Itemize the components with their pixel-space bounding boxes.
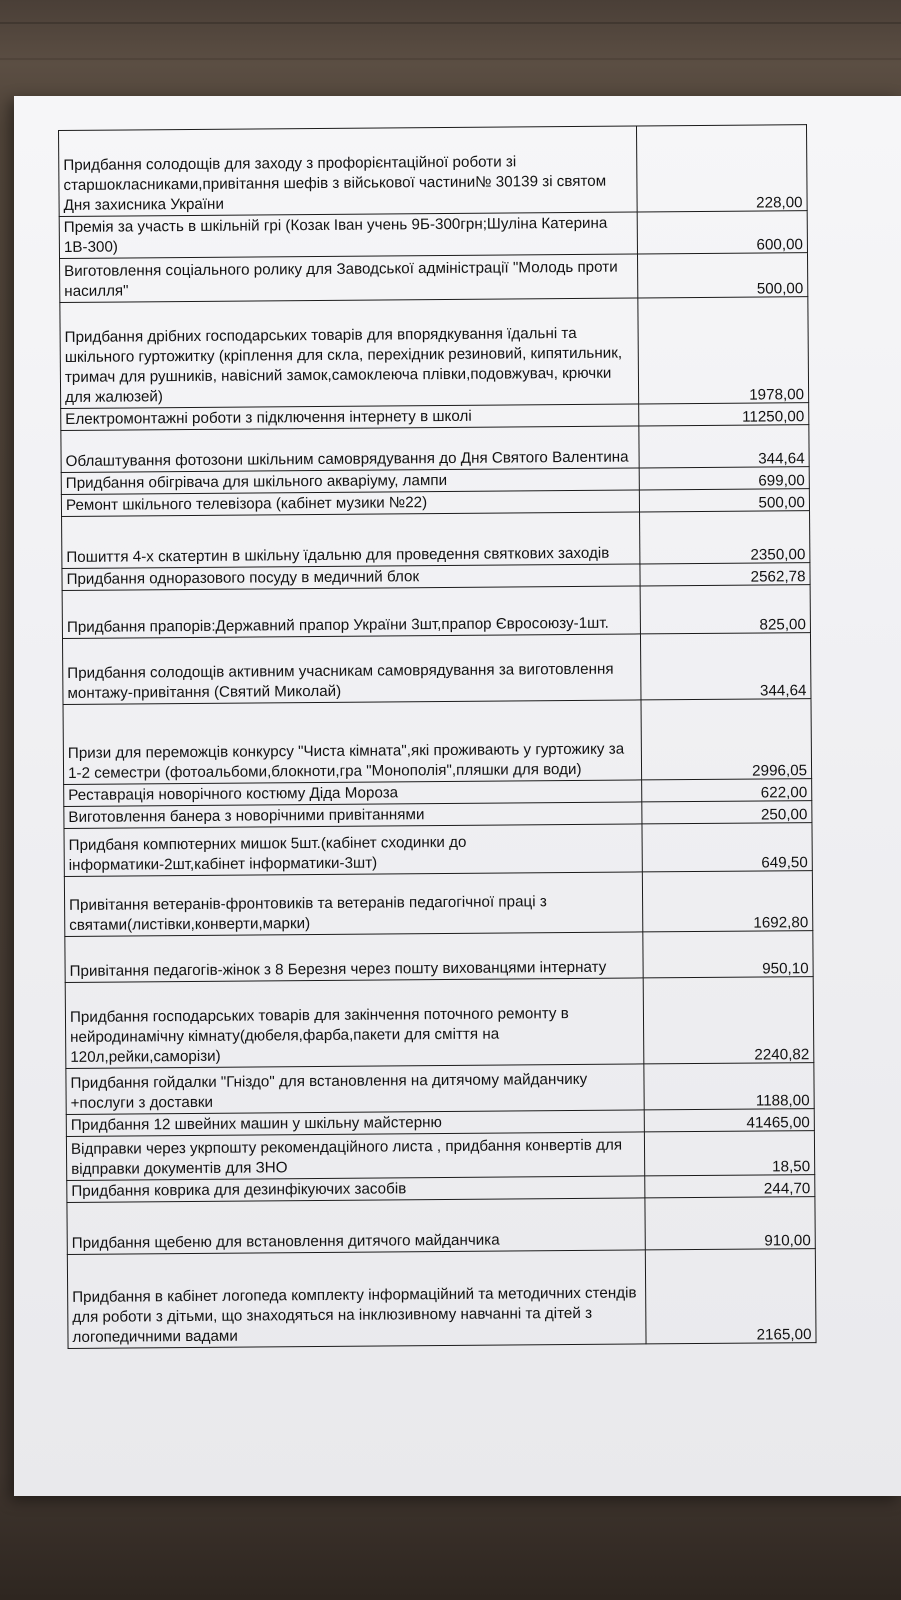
expense-description: Електромонтажні роботи з підключення інтернету в школі <box>61 404 639 431</box>
expense-amount: 1692,80 <box>642 871 812 932</box>
table-row <box>62 511 810 569</box>
expense-amount: 11250,00 <box>639 403 809 426</box>
expense-amount: 250,00 <box>642 801 812 824</box>
table-row <box>63 699 812 785</box>
expense-description: Привітання педагогів-жінок з 8 Березня через пошту вихованцями інтернату <box>65 932 643 983</box>
expense-amount: 622,00 <box>642 779 812 802</box>
expense-amount: 344,64 <box>639 425 809 468</box>
table-row <box>60 253 808 303</box>
expense-description: Придбання господарських товарів для закінчення поточного ремонту в нейродинамічну кімнату(дюбеля,фарба,пакети для сміття на 120л,рейки,саморізи) <box>65 978 644 1069</box>
expense-description: Облаштування фотозони шкільним самоврядування до Дня Святого Валентина <box>61 426 639 473</box>
expense-amount: 600,00 <box>637 211 807 254</box>
table-row <box>59 211 807 259</box>
expense-amount: 2350,00 <box>640 511 810 564</box>
expense-description: Ремонт шкільного телевізора (кабінет музики №22) <box>61 490 639 517</box>
expense-table <box>58 124 817 1349</box>
expense-amount: 18,50 <box>644 1131 814 1176</box>
expense-amount: 2996,05 <box>641 699 812 780</box>
expense-description: Придбання прапорів:Державний прапор України 3шт,прапор Євросоюзу-1шт. <box>62 586 640 639</box>
expense-description: Пошиття 4-х скатертин в шкільну їдальню для проведення святкових заходів <box>62 512 640 569</box>
expense-amount: 228,00 <box>636 125 807 212</box>
expense-description: Придбання щебеню для встановлення дитячого майданчика <box>67 1198 645 1255</box>
table-row <box>64 871 812 937</box>
table-row <box>62 633 810 705</box>
expense-description: Призи для переможців конкурсу "Чиста кімната",які проживають у гуртожику за 1-2 семестри (фотоальбоми,блокноти,гра "Монополія",пляшки для води) <box>63 700 642 785</box>
expense-amount: 699,00 <box>639 467 809 490</box>
expense-description: Реставрація новорічного костюму Діда Мороза <box>64 780 642 807</box>
expense-amount: 41465,00 <box>644 1109 814 1132</box>
expense-amount: 2240,82 <box>643 977 814 1064</box>
table-row <box>60 297 809 409</box>
expense-description: Придбання обігрівача для шкільного акваріуму, лампи <box>61 468 639 495</box>
expense-amount: 1188,00 <box>644 1063 814 1110</box>
expense-description: Відправки через укрпошту рекомендаційного листа , придбання конвертів для відправки документів для ЗНО <box>66 1132 644 1181</box>
expense-amount: 244,70 <box>645 1175 815 1198</box>
table-row <box>67 1197 815 1255</box>
table-row <box>67 1249 816 1349</box>
expense-amount: 500,00 <box>637 253 807 298</box>
expense-description: Придбаня компютерних мишок 5шт.(кабінет сходинки до інформатики-2шт,кабінет інформатики-3шт) <box>64 824 642 877</box>
expense-amount: 649,50 <box>642 823 812 872</box>
expense-amount: 500,00 <box>639 489 809 512</box>
table-row <box>62 585 810 639</box>
expense-description: Придбання дрібних господарських товарів для впорядкування їдальні та шкільного гуртожитку (кріплення для скла, перехідник резиновий, кипятильник, тримач для рушників, навісний замок,самоклеюча плівки,подовжувач, крючки для жалюзей) <box>60 298 639 409</box>
table-row <box>65 931 813 983</box>
expense-description: Привітання ветеранів-фронтовиків та ветеранів педагогічної праці з святами(листівки,конверти,марки) <box>64 872 642 937</box>
table-row <box>66 1063 814 1115</box>
table-row <box>59 125 808 217</box>
expense-description: Придбання солодощів для заходу з профорієнтаційної роботи зі старшокласниками,привітання шефів з військової частини№ 30139 зі святом Дня захисника України <box>59 126 638 217</box>
expense-description: Придбання 12 швейних машин у шкільну майстерню <box>66 1110 644 1137</box>
expense-amount: 2165,00 <box>645 1249 816 1344</box>
expense-amount: 1978,00 <box>638 297 809 404</box>
table-row <box>61 425 809 473</box>
expense-description: Премія за участь в шкільній грі (Козак Іван учень 9Б-300грн;Шуліна Катерина 1В-300) <box>59 212 637 259</box>
expense-description: Придбання в кабінет логопеда комплекту інформаційний та методичних стендів для роботи з дітьми, що знаходяться на інклюзивному навчанні та дітей з логопедичними вадами <box>67 1250 646 1349</box>
expense-amount: 344,64 <box>640 633 811 700</box>
expense-amount: 2562,78 <box>640 563 810 586</box>
expense-description: Придбання коврика для дезинфікуючих засобів <box>67 1176 645 1203</box>
expense-amount: 825,00 <box>640 585 810 634</box>
expense-description: Придбання солодощів активним учасникам самоврядування за виготовлення монтажу-привітання (Святий Миколай) <box>62 634 641 705</box>
paper-sheet <box>14 96 901 1496</box>
table-row <box>66 1131 814 1181</box>
expense-amount: 910,00 <box>645 1197 815 1250</box>
expense-description: Придбання одноразового посуду в медичний блок <box>62 564 640 591</box>
expense-description: Виготовлення соціального ролику для Заводської адміністрації "Молодь проти насилля" <box>60 254 638 303</box>
expense-amount: 950,10 <box>643 931 813 978</box>
expense-description: Виготовлення банера з новорічними привітаннями <box>64 802 642 829</box>
expense-description: Придбання гойдалки "Гніздо" для встановлення на дитячому майданчику +послуги з доставки <box>66 1064 644 1115</box>
table-row <box>64 823 812 877</box>
table-row <box>65 977 814 1069</box>
